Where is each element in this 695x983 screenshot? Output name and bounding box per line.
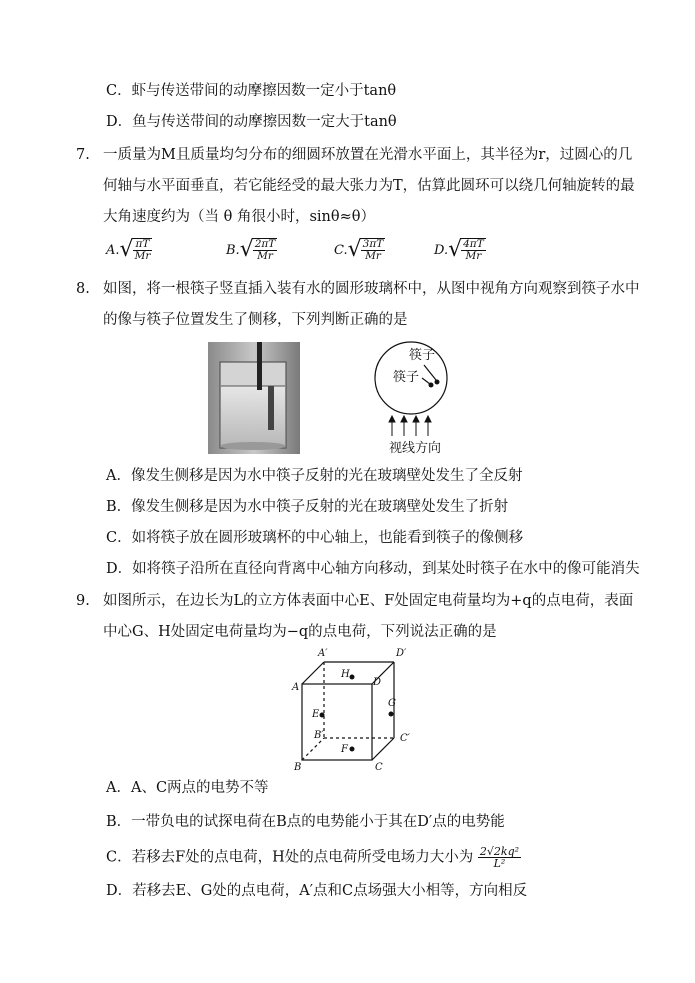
q7-choice-c <box>334 238 385 262</box>
choice-label: C. <box>334 242 348 258</box>
label-f: F <box>341 744 348 755</box>
label-e: E <box>312 709 320 720</box>
label-a-prime: A′ <box>318 648 328 659</box>
fraction-denominator: Mr <box>134 250 151 262</box>
choice-label: D. <box>434 242 449 258</box>
q8-stem-line1: 如图，将一根筷子竖直插入装有水的圆形玻璃杯中，从图中视角方向观察到筷子水中 <box>103 281 640 297</box>
q6-option-c: C．虾与传送带间的动摩擦因数一定小于tanθ <box>106 83 397 99</box>
label-chopstick-image: 筷子 <box>409 348 436 363</box>
q9-option-c-text: C．若移去F处的点电荷，H处的点电荷所受电场力大小为 <box>106 849 474 866</box>
fraction-denominator: Mr <box>465 250 482 262</box>
fraction-denominator: Mr <box>365 250 381 262</box>
q8-number: 8. <box>76 281 90 297</box>
q9-option-a: A．A、C两点的电势不等 <box>106 780 269 796</box>
sqrt-expression: √ $\frac{\pi T}{Mr}$ <box>119 237 151 262</box>
q9-option-c-fraction <box>478 846 521 869</box>
label-chopstick-real: 筷子 <box>393 370 420 385</box>
fraction-numerator: 4πT <box>463 238 484 250</box>
q9-option-b: B．一带负电的试探电荷在B点的电势能小于其在D′点的电势能 <box>106 814 505 830</box>
chopstick-image-dot <box>435 380 440 385</box>
q9-stem-line2: 中心G、H处固定电荷量均为−q的点电荷，下列说法正确的是 <box>103 624 497 640</box>
q8-option-b: B．像发生侧移是因为水中筷子反射的光在玻璃壁处发生了折射 <box>106 499 509 515</box>
sqrt-expression: √ $\frac{4\pi T}{Mr}$ <box>448 237 484 262</box>
fraction-numerator: πT <box>133 239 153 251</box>
label-b-prime: B′ <box>314 730 324 741</box>
label-d: D <box>373 677 382 688</box>
label-a: A <box>292 682 300 693</box>
cube-labels <box>290 648 420 778</box>
q8-option-c: C．如将筷子放在圆形玻璃杯的中心轴上，也能看到筷子的像侧移 <box>106 530 524 546</box>
q8-stem-line2: 的像与筷子位置发生了侧移，下列判断正确的是 <box>103 312 408 328</box>
q7-choice-a <box>106 238 152 262</box>
q9-stem-line1: 如图所示，在边长为L的立方体表面中心E、F处固定电荷量均为+q的点电荷，表面 <box>103 593 634 609</box>
image-pointer-line <box>424 365 436 380</box>
q9-number: 9. <box>76 593 90 609</box>
fraction-denominator: Mr <box>257 250 273 262</box>
choice-label: B. <box>226 242 240 258</box>
q8-option-d: D．如将筷子沿所在直径向背离中心轴方向移动，到某处时筷子在水中的像可能消失 <box>106 561 640 577</box>
view-arrows <box>389 416 431 436</box>
q7-choice-d <box>434 238 486 262</box>
q6-option-d: D．鱼与传送带间的动摩擦因数一定大于tanθ <box>106 114 397 130</box>
real-pointer-line <box>422 378 430 384</box>
fraction-denominator: L² <box>493 857 506 870</box>
sqrt-expression: √ $\frac{3\pi T}{Mr}$ <box>347 237 384 262</box>
fraction-numerator: 3πT <box>362 238 384 250</box>
q7-stem-line3: 大角速度约为（当 θ 角很小时，sinθ≈θ） <box>103 209 375 225</box>
q7-stem-line1: 一质量为M且质量均匀分布的细圆环放置在光滑水平面上，其半径为r，过圆心的几 <box>103 147 633 163</box>
label-d-prime: D′ <box>396 648 407 659</box>
label-view-direction: 视线方向 <box>389 441 442 456</box>
fraction-numerator: 2√2kq² <box>479 845 520 858</box>
label-b: B <box>294 762 302 773</box>
glass-photo <box>208 342 300 454</box>
choice-label: A. <box>106 242 120 258</box>
q9-option-d: D．若移去E、G处的点电荷，A′点和C点场强大小相等，方向相反 <box>106 883 528 899</box>
label-g: G <box>388 698 396 709</box>
fraction-numerator: 2πT <box>254 238 276 250</box>
sqrt-expression: √ $\frac{2\pi T}{Mr}$ <box>239 237 276 262</box>
q9-option-c <box>106 846 521 869</box>
label-h: H <box>341 669 350 680</box>
q7-stem-line2: 何轴与水平面垂直，若它能经受的最大张力为T，估算此圆环可以绕几何轴旋转的最 <box>103 178 635 194</box>
q7-choice-b <box>226 238 277 262</box>
q8-option-a: A．像发生侧移是因为水中筷子反射的光在玻璃壁处发生了全反射 <box>106 468 523 484</box>
q7-number: 7. <box>76 147 90 163</box>
label-c-prime: C′ <box>400 733 410 744</box>
chopstick-real-dot <box>429 383 434 388</box>
label-c: C <box>375 762 383 773</box>
